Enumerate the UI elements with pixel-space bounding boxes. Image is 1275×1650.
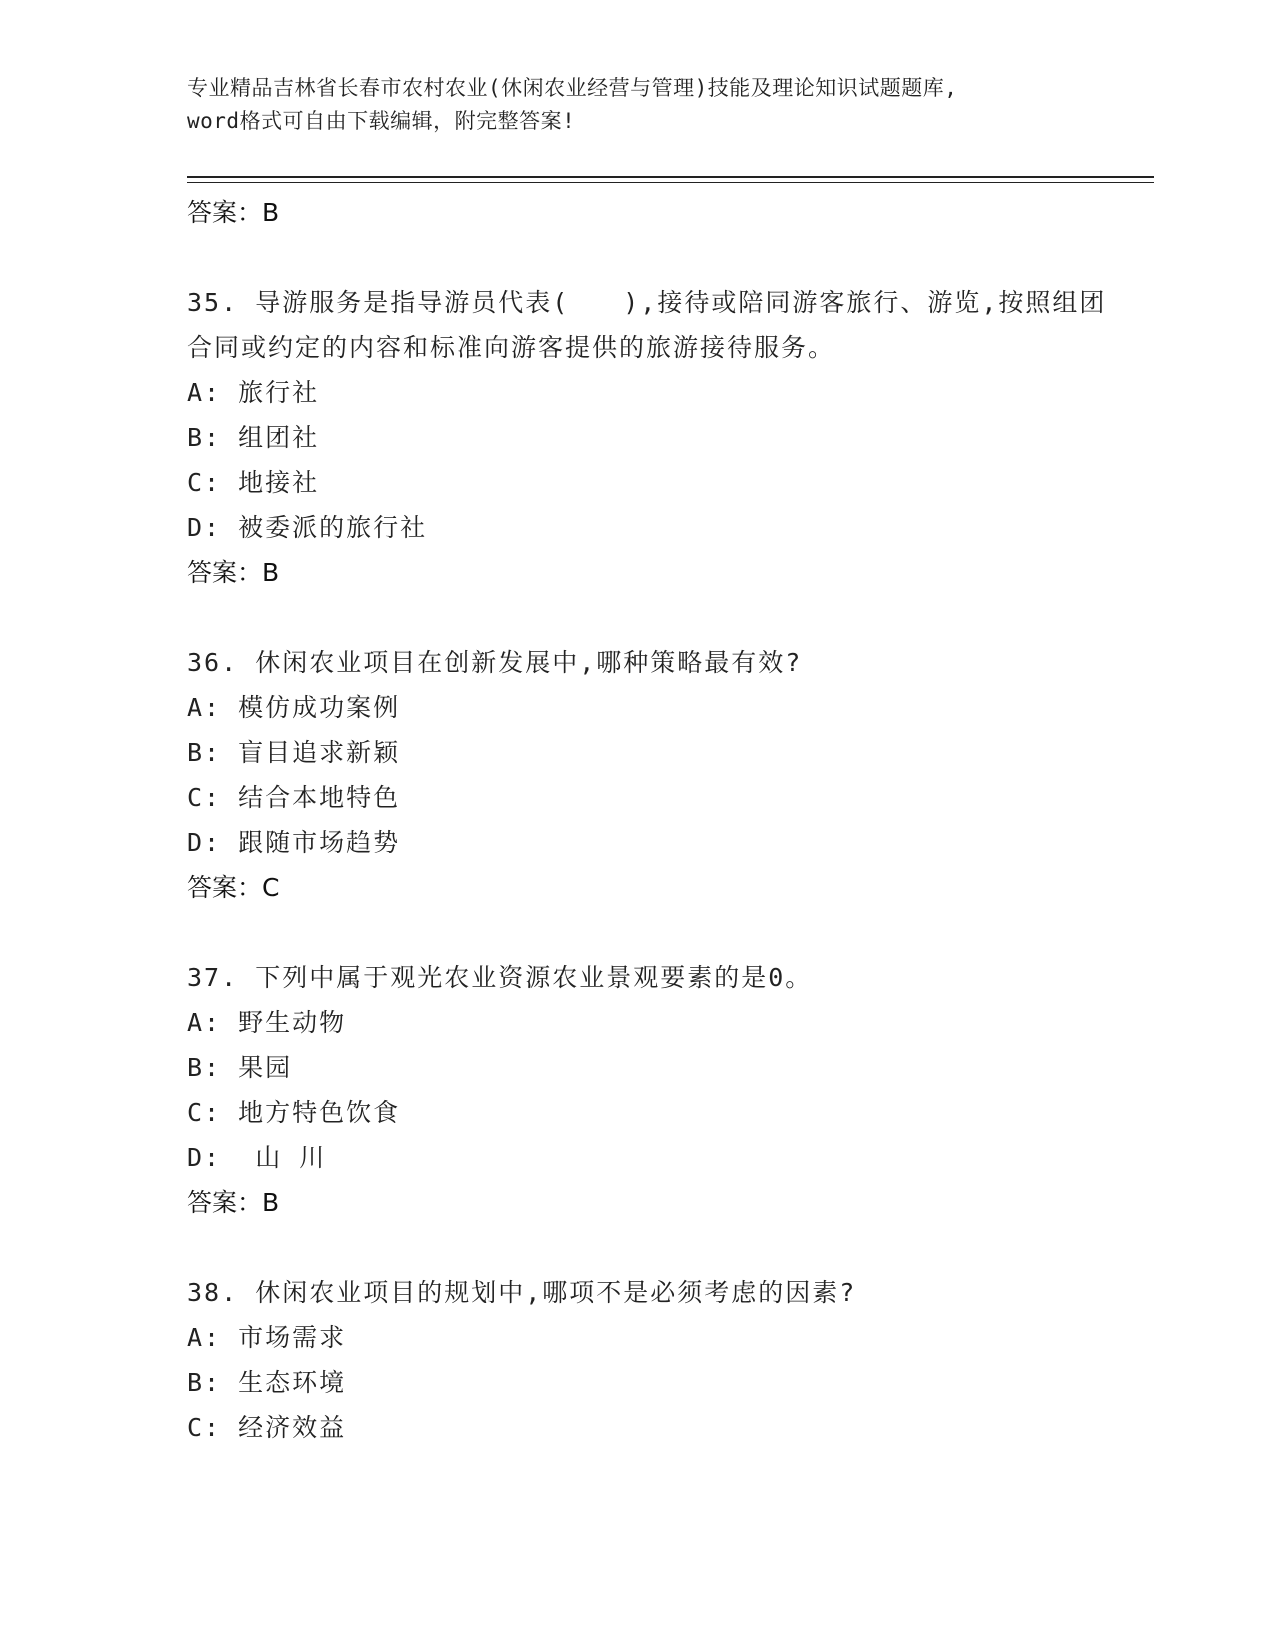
- answer-line: 答案：B: [187, 1188, 280, 1217]
- option-d: D: 被委派的旅行社: [187, 513, 428, 542]
- answer-line: 答案：C: [187, 873, 280, 902]
- option-a: A: 模仿成功案例: [187, 693, 401, 722]
- option-c: C: 地方特色饮食: [187, 1098, 401, 1127]
- header-line-1: 专业精品吉林省长春市农村农业(休闲农业经营与管理)技能及理论知识试题题库,: [187, 76, 958, 100]
- option-a: A: 旅行社: [187, 378, 320, 407]
- question-block: [187, 1270, 1127, 1450]
- answer-line: 答案：B: [187, 558, 280, 587]
- question-block: [187, 640, 1127, 911]
- document-header: [187, 72, 1087, 138]
- option-b: B: 生态环境: [187, 1368, 347, 1397]
- option-c: C: 结合本地特色: [187, 783, 401, 812]
- option-a: A: 市场需求: [187, 1323, 347, 1352]
- option-c: C: 地接社: [187, 468, 320, 497]
- header-line-2: word格式可自由下载编辑，附完整答案!: [187, 109, 576, 133]
- option-b: B: 果园: [187, 1053, 293, 1082]
- question-text: 37. 下列中属于观光农业资源农业景观要素的是0。: [187, 963, 813, 992]
- question-text: 36. 休闲农业项目在创新发展中,哪种策略最有效?: [187, 648, 803, 677]
- option-d: D: 山 川: [187, 1143, 327, 1172]
- question-text: 35. 导游服务是指导游员代表( ),接待或陪同游客旅行、游览,按照组团合同或约定的内容和标准向游客提供的旅游接待服务。: [187, 288, 1107, 362]
- option-b: B: 盲目追求新颖: [187, 738, 401, 767]
- question-text: 38. 休闲农业项目的规划中,哪项不是必须考虑的因素?: [187, 1278, 857, 1307]
- question-block: [187, 955, 1127, 1226]
- option-c: C: 经济效益: [187, 1413, 347, 1442]
- question-list: [187, 190, 1127, 1450]
- question-block: [187, 280, 1127, 596]
- answer-line: 答案：B: [187, 198, 280, 227]
- header-rule-thin: [187, 182, 1154, 183]
- option-a: A: 野生动物: [187, 1008, 347, 1037]
- option-d: D: 跟随市场趋势: [187, 828, 401, 857]
- header-rule-thick: [187, 176, 1154, 178]
- option-b: B: 组团社: [187, 423, 320, 452]
